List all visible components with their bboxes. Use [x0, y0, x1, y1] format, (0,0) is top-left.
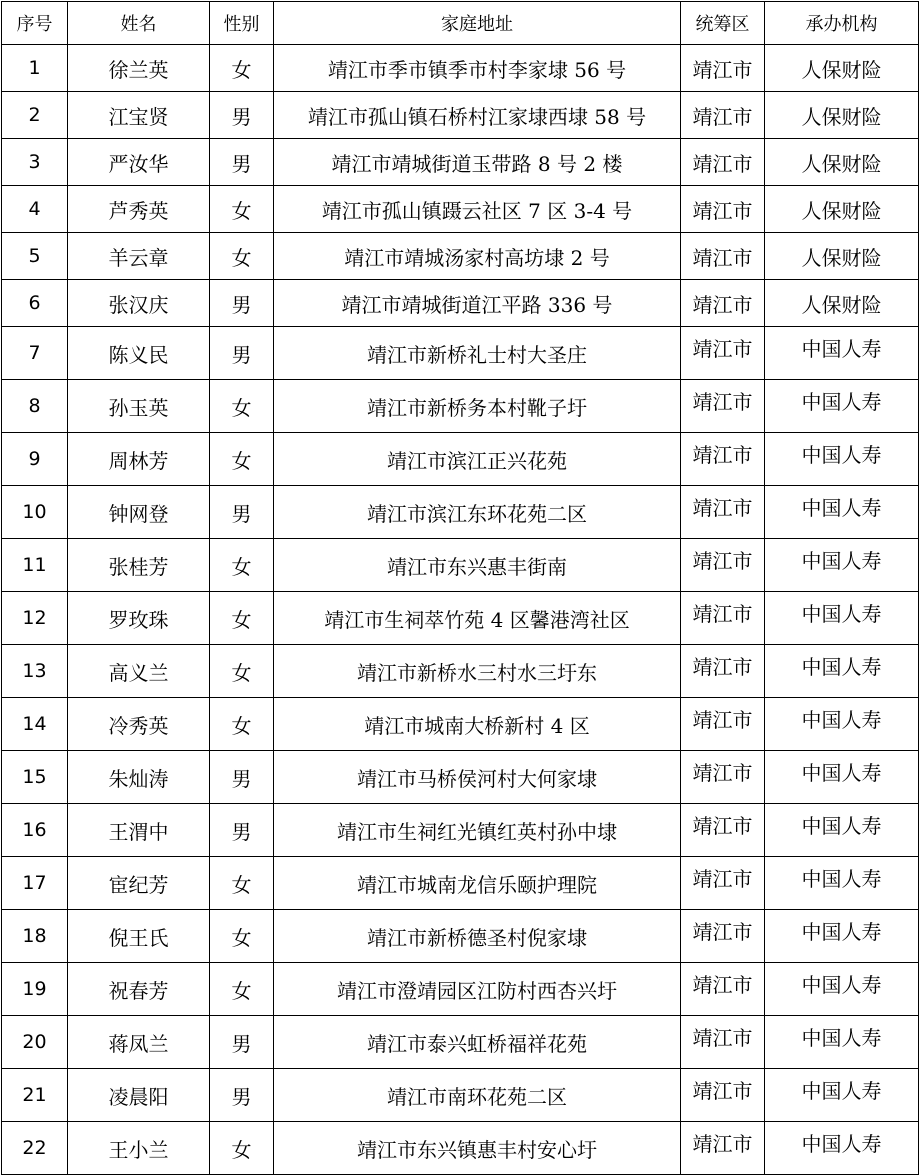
cell-gender: 女: [210, 45, 274, 92]
cell-name: 宦纪芳: [68, 857, 210, 910]
cell-address: 靖江市马桥侯河村大何家埭: [274, 751, 681, 804]
cell-seq: 6: [2, 280, 68, 327]
cell-area: 靖江市: [681, 539, 765, 592]
cell-area: 靖江市: [681, 1122, 765, 1175]
cell-name: 严汝华: [68, 139, 210, 186]
cell-seq: 22: [2, 1122, 68, 1175]
cell-org: 中国人寿: [765, 1069, 919, 1122]
cell-org: 中国人寿: [765, 751, 919, 804]
table-row: [2, 186, 919, 233]
cell-name: 王小兰: [68, 1122, 210, 1175]
cell-name: 芦秀英: [68, 186, 210, 233]
cell-gender: 女: [210, 186, 274, 233]
cell-org: 中国人寿: [765, 539, 919, 592]
table-row: [2, 486, 919, 539]
cell-gender: 女: [210, 592, 274, 645]
cell-address: 靖江市澄靖园区江防村西杏兴圩: [274, 963, 681, 1016]
cell-area: 靖江市: [681, 45, 765, 92]
cell-name: 周林芳: [68, 433, 210, 486]
cell-seq: 5: [2, 233, 68, 280]
cell-gender: 女: [210, 433, 274, 486]
cell-gender: 女: [210, 963, 274, 1016]
cell-address: 靖江市靖城街道玉带路 8 号 2 楼: [274, 139, 681, 186]
cell-gender: 女: [210, 698, 274, 751]
insured-persons-table: [1, 1, 919, 1175]
cell-org: 中国人寿: [765, 698, 919, 751]
cell-name: 祝春芳: [68, 963, 210, 1016]
cell-org: 中国人寿: [765, 327, 919, 380]
cell-area: 靖江市: [681, 280, 765, 327]
cell-area: 靖江市: [681, 804, 765, 857]
cell-area: 靖江市: [681, 963, 765, 1016]
cell-seq: 18: [2, 910, 68, 963]
table-row: [2, 910, 919, 963]
header-address: 家庭地址: [274, 2, 681, 45]
cell-area: 靖江市: [681, 186, 765, 233]
cell-seq: 17: [2, 857, 68, 910]
cell-address: 靖江市孤山镇蹑云社区 7 区 3-4 号: [274, 186, 681, 233]
cell-org: 中国人寿: [765, 963, 919, 1016]
table-row: [2, 1069, 919, 1122]
cell-area: 靖江市: [681, 751, 765, 804]
cell-gender: 女: [210, 910, 274, 963]
cell-gender: 女: [210, 539, 274, 592]
cell-name: 倪王氏: [68, 910, 210, 963]
table-row: [2, 1122, 919, 1175]
cell-address: 靖江市新桥德圣村倪家埭: [274, 910, 681, 963]
cell-area: 靖江市: [681, 1069, 765, 1122]
cell-name: 陈义民: [68, 327, 210, 380]
table-row: [2, 45, 919, 92]
cell-area: 靖江市: [681, 645, 765, 698]
cell-address: 靖江市靖城汤家村高坊埭 2 号: [274, 233, 681, 280]
cell-name: 羊云章: [68, 233, 210, 280]
cell-gender: 女: [210, 645, 274, 698]
cell-name: 冷秀英: [68, 698, 210, 751]
cell-gender: 男: [210, 751, 274, 804]
header-row: [2, 2, 919, 45]
cell-org: 中国人寿: [765, 910, 919, 963]
cell-gender: 女: [210, 1122, 274, 1175]
table-row: [2, 433, 919, 486]
table-row: [2, 280, 919, 327]
cell-org: 中国人寿: [765, 645, 919, 698]
cell-name: 朱灿涛: [68, 751, 210, 804]
cell-area: 靖江市: [681, 910, 765, 963]
cell-area: 靖江市: [681, 380, 765, 433]
cell-gender: 男: [210, 327, 274, 380]
cell-org: 中国人寿: [765, 857, 919, 910]
cell-address: 靖江市东兴惠丰街南: [274, 539, 681, 592]
cell-seq: 3: [2, 139, 68, 186]
cell-org: 中国人寿: [765, 592, 919, 645]
cell-gender: 男: [210, 1069, 274, 1122]
cell-org: 中国人寿: [765, 804, 919, 857]
cell-name: 张汉庆: [68, 280, 210, 327]
cell-name: 张桂芳: [68, 539, 210, 592]
cell-org: 中国人寿: [765, 486, 919, 539]
cell-area: 靖江市: [681, 139, 765, 186]
cell-address: 靖江市靖城街道江平路 336 号: [274, 280, 681, 327]
cell-org: 人保财险: [765, 186, 919, 233]
cell-gender: 男: [210, 804, 274, 857]
table-row: [2, 804, 919, 857]
cell-org: 人保财险: [765, 233, 919, 280]
cell-org: 中国人寿: [765, 1016, 919, 1069]
cell-seq: 19: [2, 963, 68, 1016]
cell-area: 靖江市: [681, 92, 765, 139]
table-row: [2, 92, 919, 139]
cell-address: 靖江市东兴镇惠丰村安心圩: [274, 1122, 681, 1175]
cell-address: 靖江市季市镇季市村李家埭 56 号: [274, 45, 681, 92]
cell-area: 靖江市: [681, 857, 765, 910]
cell-area: 靖江市: [681, 233, 765, 280]
cell-seq: 8: [2, 380, 68, 433]
cell-gender: 女: [210, 857, 274, 910]
header-org: 承办机构: [765, 2, 919, 45]
cell-address: 靖江市生祠萃竹苑 4 区馨港湾社区: [274, 592, 681, 645]
cell-gender: 男: [210, 1016, 274, 1069]
table-row: [2, 592, 919, 645]
header-gender: 性别: [210, 2, 274, 45]
cell-name: 王渭中: [68, 804, 210, 857]
cell-seq: 13: [2, 645, 68, 698]
cell-gender: 男: [210, 486, 274, 539]
cell-address: 靖江市新桥务本村靴子圩: [274, 380, 681, 433]
header-name: 姓名: [68, 2, 210, 45]
table-row: [2, 139, 919, 186]
table-row: [2, 539, 919, 592]
cell-name: 蒋凤兰: [68, 1016, 210, 1069]
cell-area: 靖江市: [681, 592, 765, 645]
cell-name: 高义兰: [68, 645, 210, 698]
cell-seq: 10: [2, 486, 68, 539]
cell-seq: 1: [2, 45, 68, 92]
cell-org: 人保财险: [765, 139, 919, 186]
cell-seq: 7: [2, 327, 68, 380]
cell-name: 凌晨阳: [68, 1069, 210, 1122]
cell-seq: 14: [2, 698, 68, 751]
header-seq: 序号: [2, 2, 68, 45]
table-row: [2, 327, 919, 380]
cell-name: 孙玉英: [68, 380, 210, 433]
cell-address: 靖江市南环花苑二区: [274, 1069, 681, 1122]
cell-name: 徐兰英: [68, 45, 210, 92]
cell-address: 靖江市城南龙信乐颐护理院: [274, 857, 681, 910]
cell-address: 靖江市滨江正兴花苑: [274, 433, 681, 486]
cell-name: 江宝贤: [68, 92, 210, 139]
cell-address: 靖江市生祠红光镇红英村孙中埭: [274, 804, 681, 857]
cell-address: 靖江市孤山镇石桥村江家埭西埭 58 号: [274, 92, 681, 139]
cell-org: 中国人寿: [765, 380, 919, 433]
cell-address: 靖江市新桥礼士村大圣庄: [274, 327, 681, 380]
table-row: [2, 380, 919, 433]
table-row: [2, 751, 919, 804]
table-row: [2, 698, 919, 751]
cell-gender: 女: [210, 233, 274, 280]
cell-area: 靖江市: [681, 433, 765, 486]
table-row: [2, 645, 919, 698]
header-area: 统筹区: [681, 2, 765, 45]
cell-name: 罗玫珠: [68, 592, 210, 645]
cell-name: 钟网登: [68, 486, 210, 539]
cell-seq: 16: [2, 804, 68, 857]
cell-seq: 12: [2, 592, 68, 645]
cell-org: 人保财险: [765, 45, 919, 92]
cell-org: 中国人寿: [765, 1122, 919, 1175]
cell-area: 靖江市: [681, 327, 765, 380]
table-row: [2, 233, 919, 280]
cell-address: 靖江市泰兴虹桥福祥花苑: [274, 1016, 681, 1069]
cell-seq: 21: [2, 1069, 68, 1122]
cell-seq: 2: [2, 92, 68, 139]
cell-address: 靖江市城南大桥新村 4 区: [274, 698, 681, 751]
cell-area: 靖江市: [681, 486, 765, 539]
table-row: [2, 1016, 919, 1069]
table-row: [2, 963, 919, 1016]
cell-gender: 女: [210, 380, 274, 433]
cell-gender: 男: [210, 92, 274, 139]
cell-org: 人保财险: [765, 280, 919, 327]
cell-seq: 15: [2, 751, 68, 804]
cell-org: 中国人寿: [765, 433, 919, 486]
table-row: [2, 857, 919, 910]
cell-org: 人保财险: [765, 92, 919, 139]
table-body: [2, 45, 919, 1175]
cell-address: 靖江市滨江东环花苑二区: [274, 486, 681, 539]
cell-area: 靖江市: [681, 1016, 765, 1069]
cell-address: 靖江市新桥水三村水三圩东: [274, 645, 681, 698]
table-header: [2, 2, 919, 45]
cell-gender: 男: [210, 139, 274, 186]
cell-area: 靖江市: [681, 698, 765, 751]
cell-seq: 11: [2, 539, 68, 592]
cell-seq: 4: [2, 186, 68, 233]
cell-seq: 9: [2, 433, 68, 486]
cell-seq: 20: [2, 1016, 68, 1069]
cell-gender: 男: [210, 280, 274, 327]
